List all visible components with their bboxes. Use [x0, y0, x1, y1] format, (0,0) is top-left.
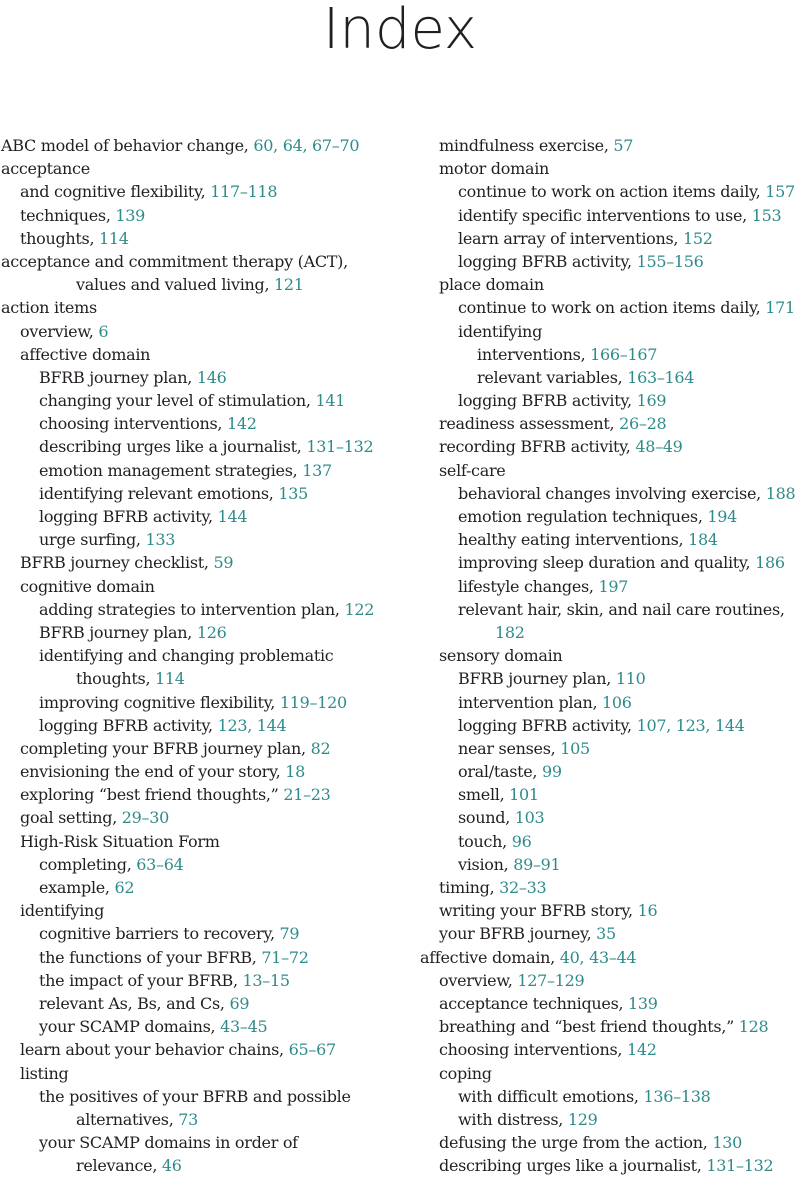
- index-column-left: [1, 134, 401, 1177]
- index-entry: [420, 714, 800, 737]
- index-page-link[interactable]: 105: [560, 738, 590, 758]
- index-term: touch,: [458, 831, 512, 851]
- index-page-link[interactable]: 182: [495, 622, 525, 642]
- index-entry: [420, 180, 800, 203]
- index-entry: [420, 876, 800, 899]
- index-term: describing urges like a journalist,: [439, 1156, 707, 1176]
- index-page-link[interactable]: 136–138: [643, 1086, 711, 1106]
- index-page-link[interactable]: 130: [712, 1133, 742, 1153]
- index-term: describing urges like a journalist,: [39, 437, 307, 457]
- index-entry: [420, 783, 800, 806]
- index-term: affective domain: [20, 344, 151, 364]
- index-entry: [420, 459, 800, 482]
- index-page-link[interactable]: 126: [196, 622, 227, 642]
- index-page-link[interactable]: 163–164: [627, 367, 695, 387]
- index-term: healthy eating interventions,: [458, 530, 689, 550]
- index-term: continue to work on action items daily,: [458, 298, 766, 318]
- index-entry: [420, 482, 800, 505]
- index-term: with distress,: [458, 1109, 568, 1129]
- index-term: place domain: [439, 275, 544, 295]
- index-entry: [1, 180, 401, 203]
- index-page-link[interactable]: 89–91: [513, 854, 561, 874]
- index-term: emotion management strategies,: [39, 460, 303, 480]
- index-term: logging BFRB activity,: [39, 507, 218, 526]
- index-entry: [420, 227, 800, 250]
- index-page-link[interactable]: 59: [213, 553, 234, 573]
- index-entry: [1, 157, 401, 180]
- index-entry: [420, 667, 800, 690]
- index-page-link[interactable]: 137: [302, 460, 332, 480]
- index-term: vision,: [458, 854, 514, 874]
- index-term: choosing interventions,: [39, 414, 227, 434]
- index-page-link[interactable]: 114: [155, 669, 185, 689]
- index-term: your SCAMP domains,: [39, 1017, 221, 1037]
- index-term: logging BFRB activity,: [458, 251, 637, 271]
- index-page-link[interactable]: 157: [765, 182, 795, 202]
- index-entry: [1, 1015, 401, 1038]
- index-page-link[interactable]: 153: [751, 205, 782, 225]
- index-entry: [1, 969, 401, 992]
- index-page-link[interactable]: 16: [637, 901, 658, 921]
- index-entry: [1, 621, 401, 644]
- index-term: identifying and changing problematic: [39, 646, 334, 666]
- index-page-link[interactable]: 32–33: [499, 878, 547, 897]
- index-entry: [1, 320, 401, 343]
- index-term: sensory domain: [439, 646, 563, 666]
- index-entry: [1, 760, 401, 783]
- index-page-link[interactable]: 194: [707, 507, 738, 526]
- index-entry: [420, 343, 800, 366]
- index-page-link[interactable]: 107, 123, 144: [636, 715, 745, 735]
- index-entry: [420, 389, 800, 412]
- index-entry: [420, 528, 800, 551]
- index-term: mindfulness exercise,: [439, 136, 614, 155]
- index-term: ABC model of behavior change,: [1, 136, 254, 155]
- index-page-link[interactable]: 186: [755, 553, 785, 573]
- index-entry: [1, 922, 401, 945]
- index-page-link[interactable]: 131–132: [306, 437, 374, 457]
- index-entry: [1, 134, 401, 157]
- index-entry: [420, 644, 800, 667]
- index-term: behavioral changes involving exercise,: [458, 483, 766, 503]
- index-term: self-care: [439, 460, 506, 480]
- index-page-link[interactable]: 169: [636, 391, 667, 411]
- index-page-link[interactable]: 123, 144: [217, 715, 287, 735]
- index-page-link[interactable]: 139: [115, 205, 146, 225]
- index-term: sound,: [458, 808, 515, 828]
- index-page-link[interactable]: 171: [765, 298, 795, 318]
- index-term: defusing the urge from the action,: [439, 1133, 713, 1153]
- index-entry: [1, 667, 401, 690]
- index-entry: [420, 273, 800, 296]
- index-term: BFRB journey plan,: [458, 669, 616, 689]
- index-term: completing your BFRB journey plan,: [20, 738, 311, 758]
- index-term: and cognitive flexibility,: [20, 182, 211, 202]
- index-page-link[interactable]: 155–156: [636, 251, 704, 271]
- index-term: changing your level of stimulation,: [39, 391, 316, 411]
- index-term: goal setting,: [20, 808, 122, 828]
- index-page-link[interactable]: 106: [602, 692, 632, 712]
- index-entry: [1, 482, 401, 505]
- index-term: cognitive barriers to recovery,: [39, 924, 280, 944]
- index-page-link[interactable]: 139: [628, 993, 658, 1013]
- index-page-link[interactable]: 128: [738, 1017, 769, 1037]
- index-entry: [420, 899, 800, 922]
- index-entry: [1, 505, 401, 528]
- index-entry: [420, 922, 800, 945]
- index-page-link[interactable]: 152: [682, 228, 713, 248]
- index-entry: [1, 412, 401, 435]
- index-term: near senses,: [458, 738, 561, 758]
- index-page-link[interactable]: 35: [596, 924, 616, 944]
- index-page-link[interactable]: 197: [598, 576, 629, 596]
- index-page-link[interactable]: 142: [226, 414, 257, 434]
- page-title: Index: [322, 0, 478, 62]
- index-page-link[interactable]: 73: [178, 1109, 199, 1129]
- index-page-link[interactable]: 188: [765, 483, 796, 503]
- index-term: relevant hair, skin, and nail care routines,: [458, 599, 785, 619]
- index-page-link[interactable]: 141: [315, 391, 346, 411]
- index-page-link[interactable]: 121: [274, 275, 304, 295]
- index-term: choosing interventions,: [439, 1040, 627, 1060]
- index-entry: [1, 876, 401, 899]
- index-page-link[interactable]: 82: [310, 738, 331, 758]
- index-entry: [420, 1085, 800, 1108]
- index-term: oral/taste,: [458, 762, 542, 782]
- index-page-link[interactable]: 135: [278, 483, 308, 503]
- index-page-link[interactable]: 62: [114, 878, 135, 897]
- index-entry: [1, 946, 401, 969]
- index-entry: [420, 969, 800, 992]
- index-page-link[interactable]: 63–64: [136, 854, 184, 874]
- index-term: identifying: [458, 321, 543, 341]
- index-entry: [420, 1015, 800, 1038]
- index-term: improving cognitive flexibility,: [39, 692, 280, 712]
- index-page-link[interactable]: 13–15: [242, 970, 290, 990]
- index-term: logging BFRB activity,: [39, 715, 218, 735]
- index-page-link[interactable]: 6: [98, 321, 109, 341]
- index-entry: [1, 899, 401, 922]
- index-page-link[interactable]: 146: [196, 367, 227, 387]
- index-term: BFRB journey plan,: [39, 367, 197, 387]
- index-term: completing,: [39, 854, 137, 874]
- index-term: High-Risk Situation Form: [20, 831, 220, 851]
- index-term: adding strategies to intervention plan,: [39, 599, 345, 619]
- index-term: relevant As, Bs, and Cs,: [39, 993, 230, 1013]
- index-entry: [1, 389, 401, 412]
- index-page-link[interactable]: 40, 43–44: [559, 947, 637, 967]
- index-entry: [420, 598, 800, 621]
- index-term: techniques,: [20, 205, 116, 225]
- index-entry: [1, 737, 401, 760]
- index-term: identify specific interventions to use,: [458, 205, 752, 225]
- index-entry: [420, 737, 800, 760]
- index-entry: [420, 157, 800, 180]
- index-entry: [420, 806, 800, 829]
- index-term: alternatives,: [76, 1109, 179, 1129]
- index-entry: [420, 1038, 800, 1061]
- index-page-link[interactable]: 57: [613, 136, 634, 155]
- index-entry: [420, 366, 800, 389]
- index-entry: [1, 1038, 401, 1061]
- index-entry: [420, 853, 800, 876]
- index-entry: [420, 204, 800, 227]
- index-page-link[interactable]: 133: [145, 530, 176, 550]
- index-entry: [1, 853, 401, 876]
- index-page-link[interactable]: 99: [541, 762, 562, 782]
- index-entry: [420, 621, 800, 644]
- index-entry: [1, 714, 401, 737]
- index-entry: [1, 644, 401, 667]
- index-page-link[interactable]: 48–49: [635, 437, 683, 457]
- index-term: urge surfing,: [39, 530, 146, 550]
- index-entry: [1, 435, 401, 458]
- index-entry: [420, 296, 800, 319]
- index-page-link[interactable]: 26–28: [619, 414, 667, 434]
- index-term: emotion regulation techniques,: [458, 507, 708, 526]
- index-entry: [1, 250, 401, 273]
- index-term: your SCAMP domains in order of: [39, 1133, 298, 1153]
- index-entry: [1, 1131, 401, 1154]
- index-page-link[interactable]: 21–23: [283, 785, 331, 805]
- index-entry: [420, 691, 800, 714]
- index-term: identifying relevant emotions,: [39, 483, 279, 503]
- index-term: listing: [20, 1063, 69, 1083]
- index-term: your BFRB journey,: [439, 924, 597, 944]
- index-term: overview,: [20, 321, 99, 341]
- index-term: example,: [39, 878, 115, 897]
- index-term: coping: [439, 1063, 492, 1083]
- index-entry: [1, 783, 401, 806]
- index-term: BFRB journey checklist,: [20, 553, 214, 573]
- index-term: logging BFRB activity,: [458, 715, 637, 735]
- index-term: interventions,: [477, 344, 591, 364]
- index-entry: [1, 1154, 401, 1177]
- index-page-link[interactable]: 127–129: [517, 970, 585, 990]
- index-term: learn about your behavior chains,: [20, 1040, 289, 1060]
- index-entry: [420, 1108, 800, 1131]
- index-entry: [1, 1108, 401, 1131]
- index-entry: [1, 1062, 401, 1085]
- index-page-link[interactable]: 119–120: [279, 692, 347, 712]
- index-term: values and valued living,: [76, 275, 275, 295]
- index-term: BFRB journey plan,: [39, 622, 197, 642]
- index-entry: [420, 830, 800, 853]
- index-term: the positives of your BFRB and possible: [39, 1086, 351, 1106]
- index-page-link[interactable]: 43–45: [220, 1017, 268, 1037]
- index-term: writing your BFRB story,: [439, 901, 638, 921]
- index-page-link[interactable]: 29–30: [121, 808, 170, 828]
- index-entry: [420, 505, 800, 528]
- index-term: thoughts,: [20, 228, 100, 248]
- index-entry: [420, 760, 800, 783]
- index-page-link[interactable]: 71–72: [261, 947, 309, 967]
- index-term: exploring “best friend thoughts,”: [20, 785, 284, 805]
- index-entry: [420, 946, 800, 969]
- index-term: relevance,: [76, 1156, 162, 1176]
- index-entry: [1, 1085, 401, 1108]
- index-term: acceptance techniques,: [439, 993, 629, 1013]
- index-term: with difficult emotions,: [458, 1086, 644, 1106]
- index-term: lifestyle changes,: [458, 576, 599, 596]
- index-entry: [1, 992, 401, 1015]
- index-entry: [1, 528, 401, 551]
- index-page-link[interactable]: 46: [161, 1156, 182, 1176]
- index-term: improving sleep duration and quality,: [458, 553, 756, 573]
- index-page-link[interactable]: 166–167: [590, 344, 658, 364]
- index-entry: [1, 204, 401, 227]
- index-term: acceptance: [1, 159, 90, 179]
- index-page-link[interactable]: 18: [285, 762, 305, 782]
- index-page-link[interactable]: 122: [344, 599, 375, 619]
- index-term: acceptance and commitment therapy (ACT),: [1, 251, 348, 271]
- index-page-link[interactable]: 110: [615, 669, 646, 689]
- index-entry: [1, 575, 401, 598]
- index-page-link[interactable]: 65–67: [288, 1040, 336, 1060]
- index-term: logging BFRB activity,: [458, 391, 637, 411]
- index-page-link[interactable]: 60, 64, 67–70: [253, 136, 360, 155]
- index-page-link[interactable]: 96: [511, 831, 532, 851]
- index-page-link[interactable]: 103: [514, 808, 545, 828]
- index-entry: [420, 412, 800, 435]
- index-page-link[interactable]: 101: [509, 785, 539, 805]
- index-term: learn array of interventions,: [458, 228, 683, 248]
- index-term: continue to work on action items daily,: [458, 182, 766, 202]
- index-entry: [420, 134, 800, 157]
- index-term: the functions of your BFRB,: [39, 947, 262, 967]
- index-page-link[interactable]: 114: [99, 228, 129, 248]
- index-term: timing,: [439, 878, 500, 897]
- index-term: action items: [1, 298, 97, 318]
- index-term: recording BFRB activity,: [439, 437, 636, 457]
- index-term: thoughts,: [76, 669, 156, 689]
- index-page-link[interactable]: 144: [217, 507, 248, 526]
- index-term: the impact of your BFRB,: [39, 970, 243, 990]
- index-entry: [1, 459, 401, 482]
- index-term: motor domain: [439, 159, 550, 179]
- index-page-link[interactable]: 69: [229, 993, 250, 1013]
- index-entry: [420, 1131, 800, 1154]
- index-entry: [420, 320, 800, 343]
- index-term: relevant variables,: [477, 367, 628, 387]
- index-term: envisioning the end of your story,: [20, 762, 286, 782]
- index-entry: [1, 273, 401, 296]
- index-entry: [1, 227, 401, 250]
- index-term: intervention plan,: [458, 692, 603, 712]
- index-entry: [1, 691, 401, 714]
- index-entry: [1, 806, 401, 829]
- index-entry: [420, 551, 800, 574]
- index-term: affective domain,: [420, 947, 560, 967]
- index-term: readiness assessment,: [439, 414, 620, 434]
- index-term: smell,: [458, 785, 510, 805]
- index-page-link[interactable]: 142: [626, 1040, 657, 1060]
- index-entry: [420, 575, 800, 598]
- index-page-link[interactable]: 184: [688, 530, 718, 550]
- index-page-link[interactable]: 117–118: [210, 182, 278, 202]
- index-entry: [420, 992, 800, 1015]
- index-entry: [420, 1154, 800, 1177]
- index-entry: [1, 598, 401, 621]
- index-entry: [1, 343, 401, 366]
- index-page-link[interactable]: 131–132: [706, 1156, 774, 1176]
- index-term: overview,: [439, 970, 518, 990]
- index-term: identifying: [20, 901, 105, 921]
- index-page-link[interactable]: 129: [567, 1109, 598, 1129]
- index-term: breathing and “best friend thoughts,”: [439, 1017, 739, 1037]
- index-entry: [1, 551, 401, 574]
- index-column-right: [420, 134, 800, 1177]
- index-entry: [1, 830, 401, 853]
- index-entry: [420, 250, 800, 273]
- index-entry: [1, 296, 401, 319]
- index-entry: [420, 1062, 800, 1085]
- index-entry: [420, 435, 800, 458]
- index-page-link[interactable]: 79: [279, 924, 300, 944]
- index-term: cognitive domain: [20, 576, 155, 596]
- index-entry: [1, 366, 401, 389]
